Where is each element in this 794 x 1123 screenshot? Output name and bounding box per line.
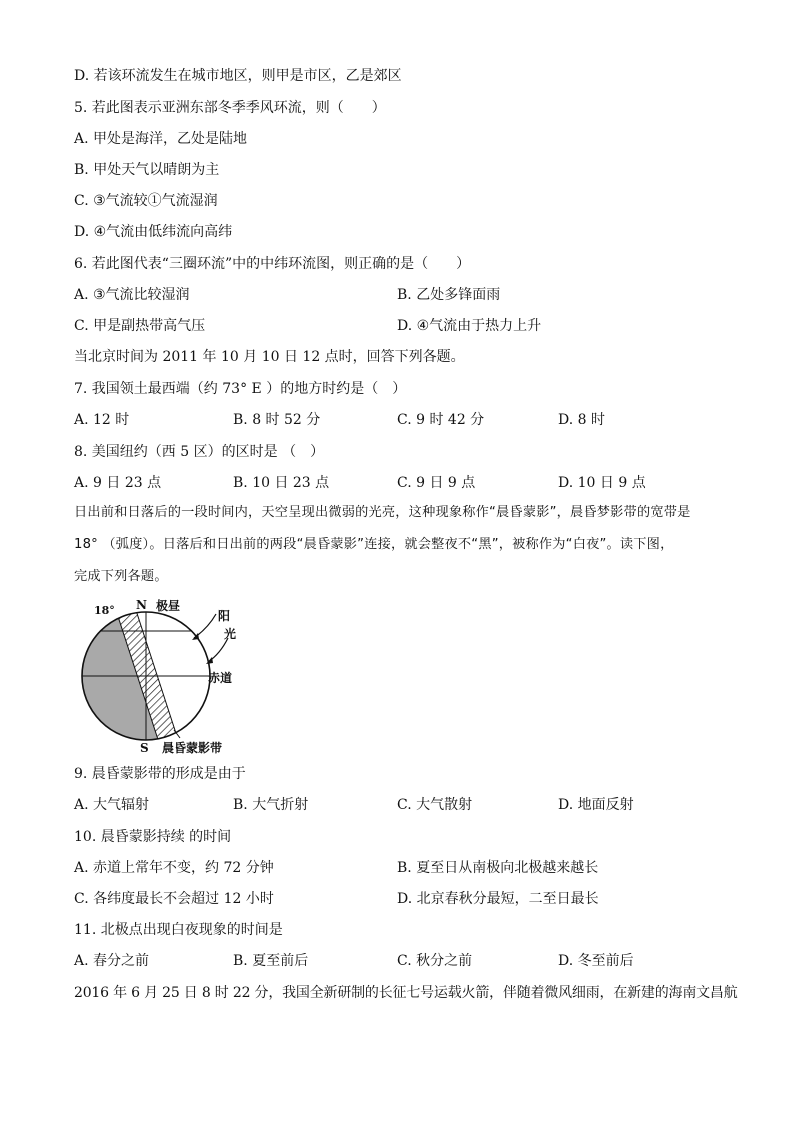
twilight-band-diagram	[76, 598, 246, 758]
question-9: 9. 晨昏蒙影带的形成是由于	[74, 766, 246, 782]
q11-option-a: A. 春分之前	[74, 953, 150, 969]
q8-option-a: A. 9 日 23 点	[74, 475, 162, 491]
context-beijing-time: 当北京时间为 2011 年 10 月 10 日 12 点时，回答下列各题。	[74, 349, 465, 365]
q11-option-c: C. 秋分之前	[397, 953, 473, 969]
question-8: 8. 美国纽约（西 5 区）的区时是 （ ）	[74, 444, 325, 460]
question-5: 5. 若此图表示亚洲东部冬季季风环流，则（ ）	[74, 100, 386, 116]
sunlight-label-1: 阳	[218, 609, 231, 623]
q5-option-a: A. 甲处是海洋，乙处是陆地	[74, 131, 248, 147]
q11-option-d: D. 冬至前后	[558, 953, 634, 969]
q4-option-d: D. 若该环流发生在城市地区，则甲是市区，乙是郊区	[74, 68, 402, 84]
polar-day-label: 极昼	[156, 599, 181, 613]
question-11: 11. 北极点出现白夜现象的时间是	[74, 922, 283, 938]
q5-option-d: D. ④气流由低纬流向高纬	[74, 224, 233, 240]
question-6: 6. 若此图代表“三圈环流”中的中纬环流图，则正确的是（ ）	[74, 256, 471, 272]
q6-option-c: C. 甲是副热带高气压	[74, 318, 206, 334]
q7-option-b: B. 8 时 52 分	[233, 412, 321, 428]
q7-option-c: C. 9 时 42 分	[397, 412, 485, 428]
q9-option-c: C. 大气散射	[397, 797, 473, 813]
q10-option-d: D. 北京春秋分最短，二至日最长	[397, 891, 599, 907]
twilight-passage-line-1: 日出前和日落后的一段时间内，天空呈现出微弱的光亮，这种现象称作“晨昏蒙影”，晨昏梦影带的宽带是	[74, 505, 691, 520]
q9-option-d: D. 地面反射	[558, 797, 634, 813]
deg-label: 18°	[94, 604, 115, 617]
q8-option-b: B. 10 日 23 点	[233, 475, 330, 491]
question-10: 10. 晨昏蒙影持续 的时间	[74, 829, 232, 845]
q8-option-c: C. 9 日 9 点	[397, 475, 476, 491]
q8-option-d: D. 10 日 9 点	[558, 475, 646, 491]
context-rocket-launch: 2016 年 6 月 25 日 8 时 22 分，我国全新研制的长征七号运载火箭，伴随着微风细雨，在新建的海南文昌航	[74, 985, 738, 1001]
question-7: 7. 我国领土最西端（约 73° E ）的地方时约是（ ）	[74, 381, 407, 397]
equator-label: 赤道	[208, 671, 233, 685]
q10-option-a: A. 赤道上常年不变，约 72 分钟	[74, 860, 274, 876]
q6-option-d: D. ④气流由于热力上升	[397, 318, 542, 334]
sunlight-label-2: 光	[224, 627, 237, 641]
q11-option-b: B. 夏至前后	[233, 953, 309, 969]
q7-option-d: D. 8 时	[558, 412, 605, 428]
q10-option-c: C. 各纬度最长不会超过 12 小时	[74, 891, 274, 907]
q9-option-a: A. 大气辐射	[74, 797, 150, 813]
q6-option-a: A. ③气流比较湿润	[74, 287, 190, 303]
q6-option-b: B. 乙处多锋面雨	[397, 287, 501, 303]
twilight-passage-line-3: 完成下列各题。	[74, 569, 168, 584]
q5-option-c: C. ③气流较①气流湿润	[74, 193, 218, 209]
q10-option-b: B. 夏至日从南极向北极越来越长	[397, 860, 599, 876]
south-label: S	[140, 741, 149, 755]
twilight-passage-line-2: 18° （弧度）。日落后和日出前的两段“晨昏蒙影”连接，就会整夜不“黑”，被称作为“白夜”。读下图，	[74, 537, 674, 552]
q5-option-b: B. 甲处天气以晴朗为主	[74, 162, 220, 178]
north-label: N	[136, 598, 147, 612]
q7-option-a: A. 12 时	[74, 412, 130, 428]
twilight-band-label: 晨昏蒙影带	[162, 741, 223, 755]
q9-option-b: B. 大气折射	[233, 797, 309, 813]
